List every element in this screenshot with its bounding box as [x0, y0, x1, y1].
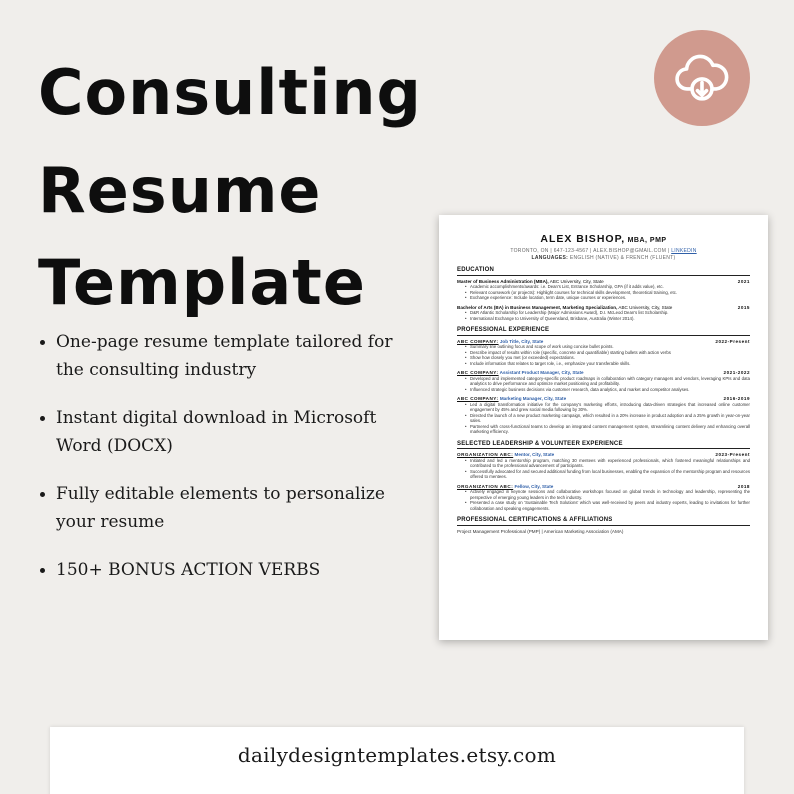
- section-heading-certifications: PROFESSIONAL CERTIFICATIONS & AFFILIATIONS: [457, 517, 750, 526]
- education-entry: [457, 305, 750, 310]
- languages-text: ENGLISH (NATIVE) & FRENCH (FLUENT): [568, 255, 676, 261]
- bullet: • Developed and implemented category-specific product roadmaps in collaboration with category managers and vendors, leveraging KPIs and data analytics to drive performance and optimize market positioning and profitability.: [465, 376, 750, 387]
- resume-contact-text: TORONTO, ON | 647-123-4567 | ALEX.BISHOP@GMAIL.COM |: [510, 248, 672, 254]
- bullet: • Successfully advocated for and secured additional funding from local businesses, enabling the expansion of the mentorship program and resources offered to mentees.: [465, 469, 750, 480]
- bullet: • Academic accomplishments/awards: i.e. Dean's List, Entrance Scholarship, GPA (if it adds value), etc.: [465, 284, 750, 290]
- bullet: • Include information that relates to target role, i.e., emphasize your transferable skills.: [465, 361, 750, 367]
- languages-label: LANGUAGES:: [531, 255, 569, 261]
- role: Assistant Product Manager, City, State: [498, 370, 584, 375]
- bullet-list: [465, 344, 750, 366]
- entry-date: 2016-2019: [723, 396, 750, 401]
- bullet: • Show how closely you met (or exceeded) expectations.: [465, 355, 750, 361]
- role: Job Title, City, State: [498, 338, 544, 344]
- entry-date: 2022-Present: [715, 338, 750, 344]
- feature-item: Fully editable elements to personalize your resume: [40, 480, 420, 536]
- organization: ORGANIZATION ABC:: [457, 483, 514, 489]
- title-line-1: Consulting: [38, 56, 422, 129]
- education-entry: [457, 279, 750, 284]
- bullet-list: [465, 310, 750, 321]
- experience-entry: [457, 396, 750, 401]
- bullet: • D&R Atlantic Scholarship for Leadership (Major Admissions Award), D.I. McLeod Dean's list Scholarship.: [465, 310, 750, 316]
- bullet-list: [465, 284, 750, 301]
- title-line-3: Template: [38, 246, 366, 319]
- certifications-text: Project Management Professional (PMP) | American Marketing Association (AMA): [457, 528, 624, 534]
- company: ABC COMPANY:: [457, 396, 499, 401]
- leadership-entry: [457, 484, 750, 489]
- role: Fellow, City, State: [513, 483, 554, 489]
- school: ABC University, City, State: [617, 304, 673, 310]
- entry-date: 2023-Present: [715, 452, 750, 457]
- section-heading-leadership: SELECTED LEADERSHIP & VOLUNTEER EXPERIENCE: [457, 441, 750, 450]
- entry-date: 2018: [737, 483, 750, 489]
- bullet: • Initiated and led a mentorship program, matching 30 mentees with experienced professionals, which fostered meaningful relationships and contributed to the professional advancement of participants.: [465, 458, 750, 469]
- title-line-2: Resume: [38, 154, 322, 227]
- resume-languages: [457, 255, 750, 261]
- bullet: • Influenced strategic business decisions via customer research, data analytics, and market and competitor analyses.: [465, 387, 750, 393]
- bullet-list: [465, 489, 750, 511]
- degree: Bachelor of Arts (BA) in Business Management, Marketing Specialization,: [457, 304, 618, 310]
- bullet: • International Exchange to University of Queensland, Brisbane, Australia (Winter 2014).: [465, 316, 750, 322]
- company: ABC COMPANY:: [457, 338, 499, 344]
- resume-preview: [439, 215, 768, 640]
- feature-list: [40, 328, 420, 604]
- experience-entry: [457, 370, 750, 375]
- section-heading-experience: PROFESSIONAL EXPERIENCE: [457, 327, 750, 336]
- experience-entry: [457, 339, 750, 344]
- resume-name: [457, 233, 750, 245]
- company: ABC COMPANY:: [457, 370, 499, 375]
- resume-name-text: ALEX BISHOP,: [540, 233, 626, 245]
- entry-date: 2015: [737, 304, 750, 310]
- section-heading-education: EDUCATION: [457, 267, 750, 276]
- feature-item: 150+ BONUS ACTION VERBS: [40, 556, 420, 584]
- entry-date: 2021-2022: [723, 370, 750, 375]
- bullet: • Directed the launch of a new product marketing campaign, which resulted in a 20% increase in product adoption and a 25% growth in year-on-year sales.: [465, 413, 750, 424]
- bullet: • Led a digital transformation initiative for the company's marketing efforts, introducing data-driven strategies that increased online customer engagement by 45% and grew social media following by 30%.: [465, 402, 750, 413]
- bullet-list: [465, 402, 750, 435]
- bullet-list: [465, 458, 750, 480]
- role: Mentor, City, State: [513, 452, 555, 457]
- entry-date: 2021: [737, 278, 750, 284]
- cloud-download-icon: [673, 49, 731, 107]
- bullet-list: [465, 376, 750, 393]
- footer-banner: [50, 727, 744, 794]
- download-badge[interactable]: [654, 30, 750, 126]
- resume-name-suffix: MBA, PMP: [625, 237, 667, 244]
- bullet: • Describe impact of results within role (specific, concrete and quantifiable) starting bullets with action verbs: [465, 350, 750, 356]
- bullet: • Partnered with cross-functional teams to develop an integrated content management system, streamlining content delivery and enhancing overall marketing efficiency.: [465, 424, 750, 435]
- feature-item: One-page resume template tailored for the consulting industry: [40, 328, 420, 384]
- leadership-entry: [457, 452, 750, 457]
- bullet: • Summary line outlining focus and scope of work using concise bullet points.: [465, 344, 750, 350]
- role: Marketing Manager, City, State: [498, 396, 567, 401]
- bullet: • Relevant coursework (or projects): Highlight courses for technical skills development, theoretical training, etc.: [465, 290, 750, 296]
- resume-contact: [457, 248, 750, 254]
- shop-url[interactable]: dailydesigntemplates.etsy.com: [237, 743, 557, 767]
- bullet: • Presented a case study on 'Sustainable Tech Solutions' which was well-received by peers and industry experts, leading to invitations for further collaboration and speaking engagements.: [465, 500, 750, 511]
- degree: Master of Business Administration (MBA),: [457, 278, 549, 284]
- school: ABC University, City, State: [548, 278, 604, 284]
- bullet: • Actively engaged in keynote sessions and collaborative workshops focused on global trends in technology and leadership, representing the perspective of emerging young leaders in the tech industry.: [465, 489, 750, 500]
- organization: ORGANIZATION ABC:: [457, 452, 514, 457]
- linkedin-link[interactable]: LINKEDIN: [671, 248, 697, 254]
- feature-item: Instant digital download in Microsoft Word (DOCX): [40, 404, 420, 460]
- bullet: • Exchange experience: Include location, term date, unique courses or experiences.: [465, 295, 750, 301]
